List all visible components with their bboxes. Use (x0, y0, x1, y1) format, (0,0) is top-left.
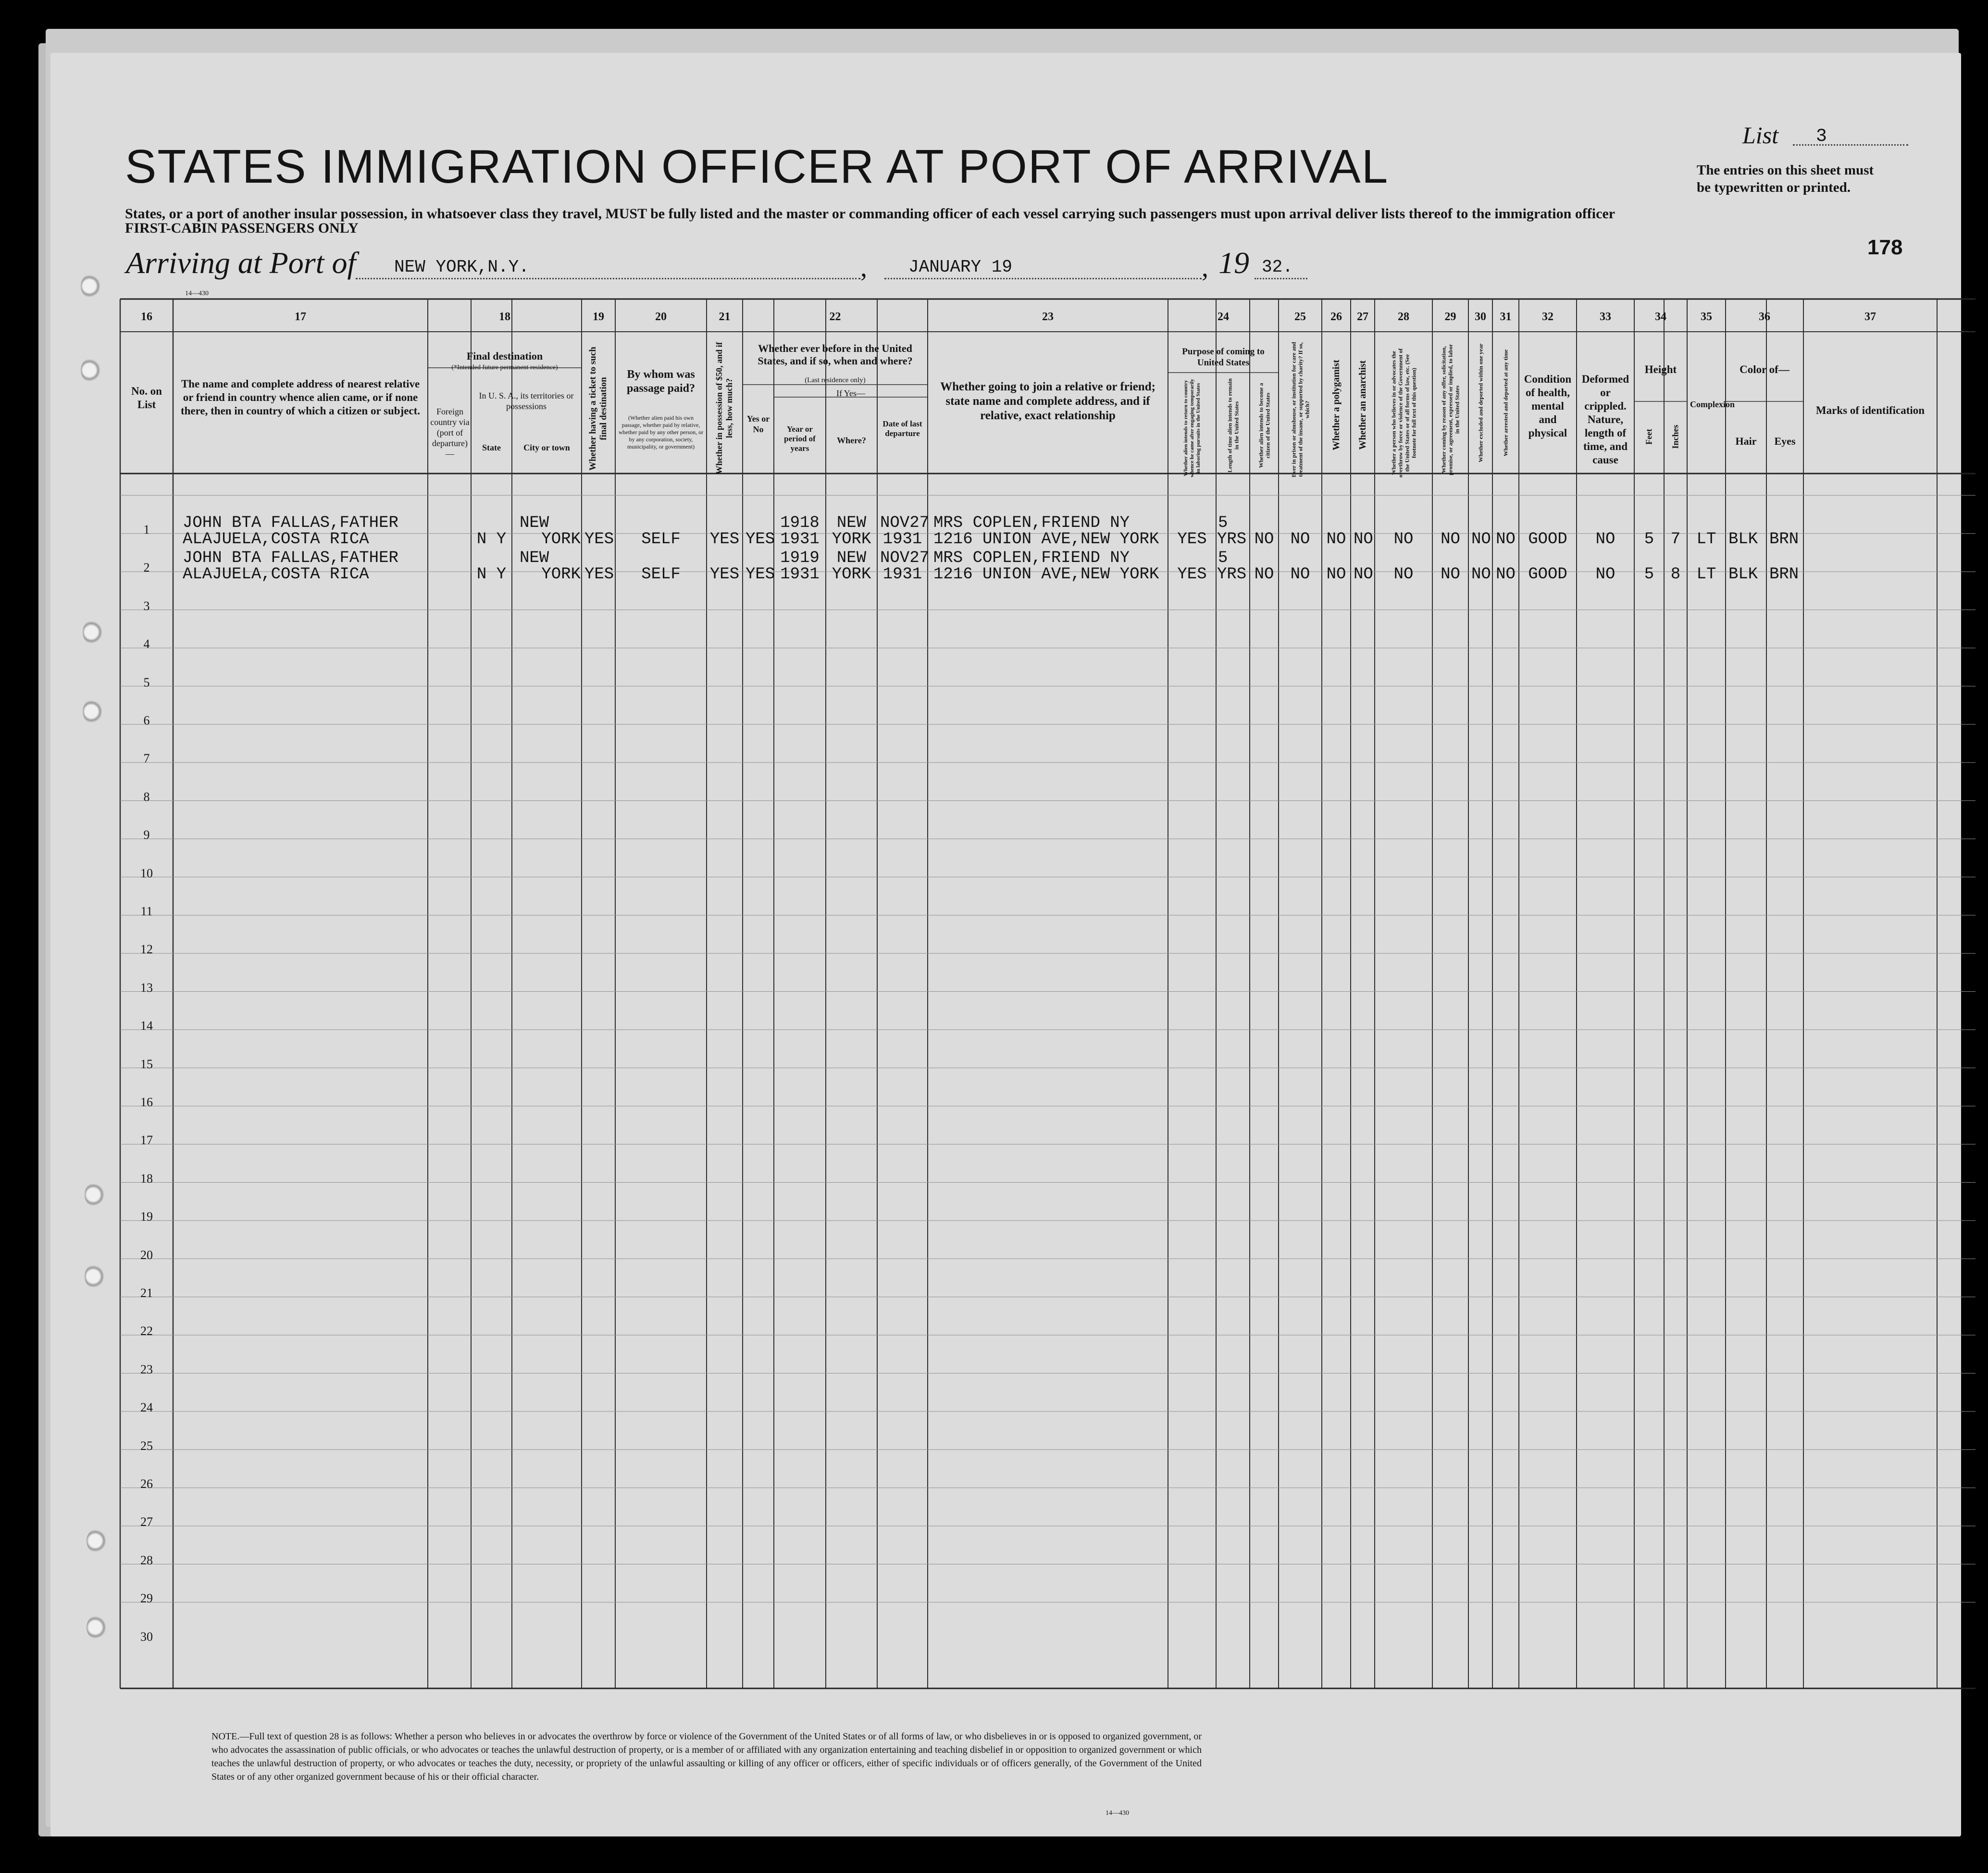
port-value: NEW YORK,N.Y. (394, 257, 529, 277)
departure-date: 1931 (882, 530, 922, 549)
list-number: 3 (1816, 126, 1827, 147)
where-value: NEW (836, 549, 867, 567)
column-header-vertical: Whether arrested and deported at any time (1502, 349, 1509, 456)
citizen-intent: NO (1254, 565, 1274, 584)
destination-state: N Y (476, 565, 507, 584)
column-header-vertical: Whether an anarchist (1357, 360, 1368, 450)
contract-value: NO (1441, 565, 1460, 584)
ticket-value: YES (584, 530, 614, 549)
column-number: 21 (719, 311, 731, 323)
column-number: 34 (1655, 311, 1666, 323)
eye-color: BRN (1769, 565, 1799, 584)
where-value: YORK (832, 565, 871, 584)
row-number: 29 (140, 1591, 153, 1606)
purpose-value: YES (1177, 530, 1207, 549)
column-number: 25 (1294, 311, 1306, 323)
year-value: 1918 (780, 514, 820, 532)
year-value: 1919 (780, 549, 820, 567)
deformed-value: NO (1595, 565, 1615, 584)
column-header-vertical: Feet (1644, 429, 1654, 445)
column-number: 30 (1475, 311, 1486, 323)
column-header-vertical: Whether alien intends to become a citizen of the United States (1257, 383, 1271, 468)
page-title: STATES IMMIGRATION OFFICER AT PORT OF ARRIVAL (125, 140, 1389, 193)
row-number: 4 (143, 637, 150, 651)
stay-length: YRS (1217, 530, 1247, 549)
year-suffix: 32. (1262, 257, 1293, 277)
column-header: Year or period of years (784, 425, 816, 453)
height-feet: 5 (1644, 565, 1654, 584)
row-number: 30 (140, 1629, 153, 1644)
column-header: Marks of identification (1815, 404, 1925, 416)
comma: , (860, 253, 867, 283)
row-number: 19 (140, 1210, 153, 1224)
comma: , (1202, 253, 1208, 283)
column-number: 20 (655, 311, 667, 323)
eye-color: BRN (1769, 530, 1799, 549)
relative-address: ALAJUELA,COSTA RICA (183, 565, 369, 584)
destination-city: NEW (520, 549, 549, 567)
year-prefix: 19 (1218, 246, 1249, 280)
contract-value: NO (1441, 530, 1460, 549)
column-header-vertical: Whether alien intends to return to country whence he came after engaging temporarily in laboring pursuits in the United States (1182, 378, 1201, 477)
citizen-intent: NO (1254, 530, 1274, 549)
date-value: JANUARY 19 (908, 257, 1013, 277)
column-header: Color of— (1740, 363, 1789, 375)
column-header: Where? (837, 436, 866, 445)
previously-in-us: YES (746, 565, 775, 584)
column-header: Final destination (466, 350, 543, 362)
column-header: Yes or No (746, 414, 770, 434)
typewritten-note-line: The entries on this sheet must (1697, 162, 1874, 178)
column-header-vertical: Whether a person who believes in or advocates the overthrow by force or violence of the Government of the United States or of all forms of law, etc. (See footnote for full text of this question) (1390, 348, 1417, 477)
joining-address: 1216 UNION AVE,NEW YORK (933, 565, 1159, 584)
row-number: 24 (140, 1400, 153, 1415)
row-number: 8 (143, 789, 150, 804)
destination-city: YORK (541, 530, 581, 549)
relative-name: JOHN BTA FALLAS,FATHER (183, 514, 398, 532)
arriving-label: Arriving at Port of (126, 246, 356, 280)
destination-state: N Y (476, 530, 507, 549)
column-header-note: (Whether alien paid his own passage, whether paid by relative, whether paid by any other person, or by any corporation, society, municipality, or government) (618, 414, 704, 450)
relative-name: JOHN BTA FALLAS,FATHER (183, 549, 398, 567)
column-header: Purpose of coming to United States (1182, 347, 1265, 368)
column-header: Whether ever before in the United States, and if so, when and where? (758, 342, 913, 367)
column-header-vertical: Ever in prison or almshouse, or institution for care and treatment of the insane, or supported by charity? If so, which? (1290, 341, 1310, 477)
row-number: 10 (140, 866, 153, 880)
column-number: 16 (141, 311, 152, 323)
column-header-sub: If Yes— (836, 388, 865, 398)
page-number: 178 (1867, 236, 1903, 259)
row-number: 21 (140, 1286, 153, 1300)
column-number: 22 (829, 311, 841, 323)
overthrow-value: NO (1393, 530, 1414, 549)
previously-in-us: YES (746, 530, 775, 549)
where-value: NEW (836, 514, 867, 532)
column-header: No. on List (131, 385, 162, 411)
joining-person: MRS COPLEN,FRIEND NY (933, 549, 1130, 567)
arrested-value: NO (1496, 530, 1516, 549)
joining-person: MRS COPLEN,FRIEND NY (933, 514, 1130, 532)
row-number: 6 (143, 713, 150, 727)
column-header: Eyes (1774, 435, 1796, 447)
column-header-vertical: Whether a polygamist (1330, 359, 1342, 450)
polygamist-value: NO (1326, 530, 1346, 549)
column-header: By whom was passage paid? (626, 368, 696, 395)
joining-address: 1216 UNION AVE,NEW YORK (933, 530, 1159, 549)
row-number: 14 (140, 1019, 153, 1033)
row-number: 18 (140, 1171, 153, 1186)
excluded-value: NO (1471, 530, 1491, 549)
column-header-vertical: Whether in possession of $50, and if less, how much? (714, 342, 734, 474)
column-header-note: (*Intended future permanent residence) (451, 364, 558, 371)
row-number: 13 (140, 980, 153, 995)
passage-paid-value: SELF (641, 530, 681, 549)
column-number: 26 (1330, 311, 1342, 323)
column-number: 31 (1500, 311, 1512, 323)
column-header: Deformed or crippled. Nature, length of time, and cause (1581, 373, 1629, 466)
relative-address: ALAJUELA,COSTA RICA (183, 530, 369, 549)
money-value: YES (709, 565, 740, 584)
money-value: YES (709, 530, 740, 549)
column-header: Height (1644, 363, 1677, 375)
year-value: 1931 (780, 530, 820, 549)
passage-paid-value: SELF (641, 565, 681, 584)
row-number: 2 (143, 561, 150, 575)
column-header: Complexion (1690, 400, 1735, 409)
header-cabin-class: FIRST-CABIN PASSENGERS ONLY (125, 220, 359, 236)
row-number: 9 (143, 828, 150, 842)
departure-date: NOV27 (880, 549, 930, 567)
deformed-value: NO (1595, 530, 1615, 549)
hair-color: BLK (1728, 565, 1758, 584)
footnote: NOTE.—Full text of question 28 is as follows: Whether a person who believes in or advocates the overthrow by force or violence of the Government of the United States or of all forms of law, or who disbelieves in or is opposed to organized government, or who advocates the assassination of public officials, or who advocates or teaches the unlawful destruction of property, or is a member of or affiliated with any organization entertaining and teaching disbelief in or opposition to organized government or which teaches the unlawful destruction of property, or who advocates or teaches the duty, necessity, or propriety of the unlawful assaulting or killing of any officer or officers, either of specific individuals or of officers generally, of the Government of the United States or of any other organized government because of his or their official character. (211, 1731, 1202, 1782)
stay-length: 5 (1218, 514, 1228, 532)
column-number: 27 (1357, 311, 1368, 323)
height-feet: 5 (1644, 530, 1654, 549)
column-number: 33 (1600, 311, 1611, 323)
row-number: 28 (140, 1553, 153, 1567)
column-header: State (482, 443, 501, 452)
purpose-value: YES (1177, 565, 1207, 584)
column-number: 24 (1218, 311, 1229, 323)
row-number: 1 (143, 523, 150, 537)
row-number: 15 (140, 1057, 153, 1071)
row-number: 27 (140, 1515, 153, 1529)
column-header: The name and complete address of nearest relative or friend in country whence alien came, or if none there, then in country of which a citizen or subject. (180, 378, 421, 417)
complexion-value: LT (1696, 565, 1716, 584)
height-inches: 7 (1670, 530, 1681, 549)
overthrow-value: NO (1393, 565, 1414, 584)
typewritten-note-line: be typewritten or printed. (1697, 180, 1851, 195)
row-number: 5 (143, 675, 150, 689)
excluded-value: NO (1471, 565, 1491, 584)
where-value: YORK (832, 530, 871, 549)
column-header: Condition of health, mental and physical (1524, 373, 1572, 439)
column-number: 23 (1042, 311, 1054, 323)
anarchist-value: NO (1354, 530, 1373, 549)
column-header-vertical: Whether coming by reason of any offer, solicitation, promise, or agreement, expressed or implied, to labor in the United States (1440, 344, 1460, 475)
column-number: 32 (1542, 311, 1553, 323)
row-number: 17 (140, 1133, 153, 1148)
column-number: 18 (499, 311, 510, 323)
ticket-value: YES (584, 565, 614, 584)
column-header: Whether going to join a relative or friend; state name and complete address, and if relative, exact relationship (940, 380, 1156, 422)
row-number: 22 (140, 1324, 153, 1338)
column-header-vertical: Whether having a ticket to such final destination (588, 347, 609, 471)
column-header: Hair (1735, 435, 1757, 447)
arrested-value: NO (1496, 565, 1516, 584)
column-header-vertical: Inches (1670, 425, 1680, 449)
form-code: 14—430 (185, 290, 209, 297)
health-value: GOOD (1528, 530, 1567, 549)
departure-date: 1931 (882, 565, 922, 584)
health-value: GOOD (1528, 565, 1567, 584)
row-number: 12 (140, 942, 153, 957)
column-number: 19 (593, 311, 604, 323)
prison-value: NO (1290, 565, 1310, 584)
column-header-vertical: Whether excluded and deported within one year (1477, 343, 1484, 462)
column-number: 28 (1398, 311, 1409, 323)
column-header-sub: Foreign country via (port of departure)— (430, 407, 470, 459)
column-number: 37 (1864, 311, 1876, 323)
polygamist-value: NO (1326, 565, 1346, 584)
row-number: 20 (140, 1248, 153, 1262)
height-inches: 8 (1670, 565, 1681, 584)
column-header-note: (Last residence only) (805, 376, 866, 384)
column-number: 29 (1444, 311, 1456, 323)
row-number: 7 (143, 751, 150, 766)
destination-city: YORK (541, 565, 581, 584)
list-label: List (1742, 122, 1779, 149)
row-number: 3 (143, 599, 150, 613)
footnote-form-code: 14—430 (1106, 1810, 1129, 1817)
complexion-value: LT (1696, 530, 1716, 549)
column-header-sub: In U. S. A., its territories or possessions (479, 391, 574, 411)
row-number: 26 (140, 1477, 153, 1491)
row-number: 23 (140, 1362, 153, 1376)
departure-date: NOV27 (880, 514, 930, 532)
destination-city: NEW (520, 514, 549, 532)
stay-length: 5 (1218, 549, 1228, 567)
column-number: 36 (1759, 311, 1770, 323)
prison-value: NO (1290, 530, 1310, 549)
column-number: 35 (1701, 311, 1712, 323)
row-number: 11 (140, 904, 153, 918)
stay-length: YRS (1217, 565, 1247, 584)
column-header: City or town (523, 443, 570, 452)
column-header: Date of last departure (882, 419, 922, 438)
row-number: 16 (140, 1095, 153, 1109)
row-number: 25 (140, 1438, 153, 1453)
year-value: 1931 (780, 565, 820, 584)
anarchist-value: NO (1354, 565, 1373, 584)
header-instruction: States, or a port of another insular possession, in whatsoever class they travel, MUST be fully listed and the master or commanding officer of each vessel carrying such passengers must upon arrival deliver lists thereof to the immigration officer (125, 206, 1615, 222)
column-number: 17 (295, 311, 306, 323)
hair-color: BLK (1728, 530, 1758, 549)
column-header-vertical: Length of time alien intends to remain in the United States (1226, 378, 1240, 473)
